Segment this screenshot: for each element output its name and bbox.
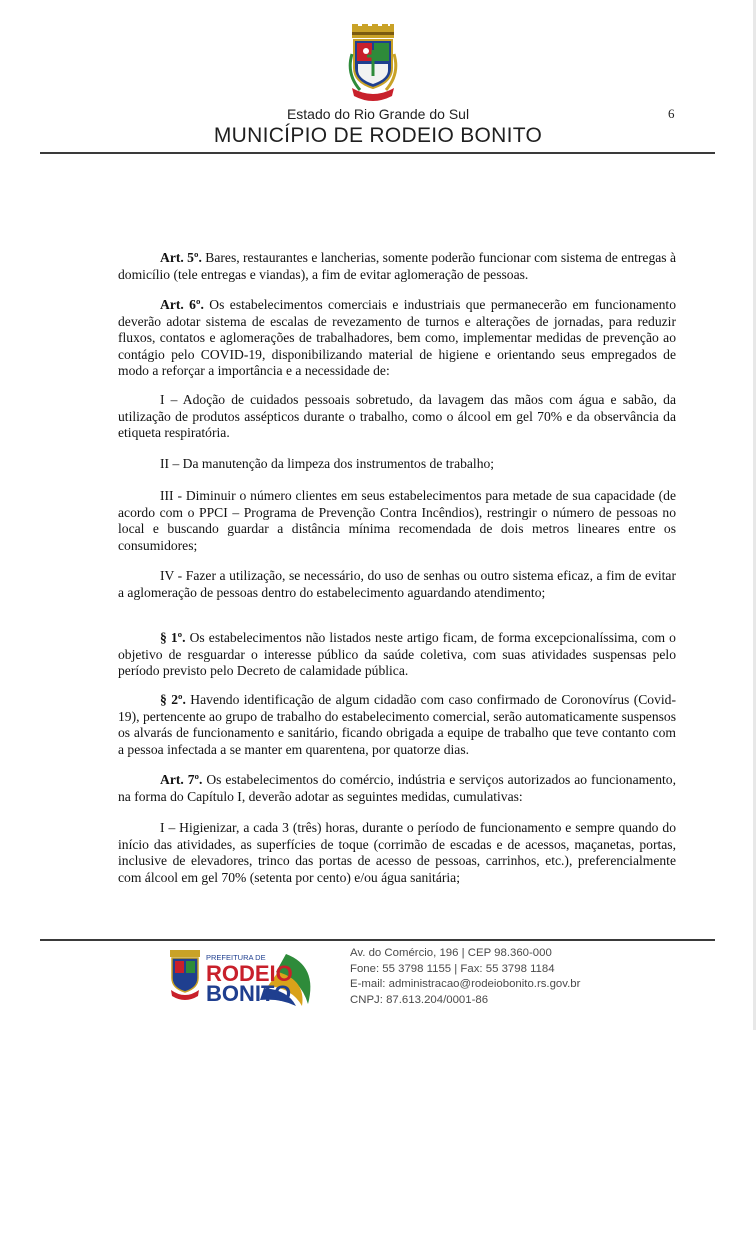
article-5-label: Art. 5º.: [160, 250, 202, 265]
article-7-text: Os estabelecimentos do comércio, indústria e serviços autorizados ao funcionamento, na forma do Capítulo I, deverão adotar as seguintes medidas, cumulativas:: [118, 772, 676, 804]
prefeitura-logo: [168, 948, 328, 1006]
paragraph-2: [118, 692, 676, 758]
article-6-item-4: IV - Fazer a utilização, se necessário, do uso de senhas ou outro sistema eficaz, a fim de evitar a aglomeração de pessoas dentro do estabelecimento aguardando atendimento;: [118, 568, 676, 600]
article-7: [118, 772, 676, 805]
article-6-item-3: III - Diminuir o número clientes em seus estabelecimentos para metade de sua capacidade (de acordo com o PPCI – Programa de Prevenção Contra Incêndios), restringir o número de pessoas no local e buscando guardar a distância mínima recomendada de dois metros lineares entre os consumidores;: [118, 488, 676, 553]
logo-prefeitura-text: PREFEITURA DE: [206, 953, 266, 962]
footer-phone: Fone: 55 3798 1155 | Fax: 55 3798 1184: [350, 962, 555, 975]
article-7-label: Art. 7º.: [160, 772, 203, 787]
logo-bonito-text: BONITO: [206, 981, 292, 1006]
article-5: [118, 250, 676, 283]
coat-of-arms-logo: [346, 24, 400, 104]
paragraph-1: [118, 630, 676, 680]
footer-contact-block: [350, 946, 580, 1008]
article-6: [118, 297, 676, 380]
article-6-label: Art. 6º.: [160, 297, 204, 312]
article-6-text: Os estabelecimentos comerciais e industriais que permanecerão em funcionamento deverão adotar sistema de escalas de revezamento de turnos e alterações de jornadas, para reduzir fluxos, contatos e aglomerações de trabalhadores, bem como, implementar medidas de prevenção ao contágio pelo COVID-19, disponibilizando material de higiene e orientando seus empregados de modo a reforçar a importância e a necessidade de:: [118, 297, 677, 378]
footer-divider: [40, 939, 715, 941]
paragraph-1-label: § 1º.: [160, 630, 186, 645]
footer-address: Av. do Comércio, 196 | CEP 98.360-000: [350, 947, 552, 959]
footer-cnpj: CNPJ: 87.613.204/0001-86: [350, 993, 489, 1006]
page-number: 6: [668, 106, 675, 121]
state-name: Estado do Rio Grande do Sul: [286, 106, 470, 122]
paragraph-2-label: § 2º.: [160, 692, 186, 707]
article-7-item-1: I – Higienizar, a cada 3 (três) horas, durante o período de funcionamento e sempre quando do início das atividades, as superfícies de toque (corrimão de escadas e de acessos, maçanetas, portas, inclusive de elevadores, trinco das portas de acesso de pessoas, carrinhos, etc.), preferencialmente com álcool em gel 70% (setenta por cento) e/ou água sanitária;: [118, 820, 676, 885]
paragraph-1-text: Os estabelecimentos não listados neste artigo ficam, de forma excepcionalíssima, com o objetivo de resguardar o interesse público da saúde coletiva, com suas atividades suspensas pelo período previsto pelo Decreto de calamidade pública.: [118, 630, 676, 678]
paragraph-2-text: Havendo identificação de algum cidadão com caso confirmado de Coronovírus (Covid-19), pertencente ao grupo de trabalho do estabelecimento comercial, serão automaticamente suspensos os alvarás de funcionamento e sanitário, ficando obrigada a equipe de trabalho que teve contanto com a pessoa infectada a se manter em quarentena, por quatorze dias.: [118, 692, 676, 757]
article-5-text: Bares, restaurantes e lancherias, somente poderão funcionar com sistema de entregas à domicílio (tele entregas e viandas), a fim de evitar aglomeração de pessoas.: [118, 250, 677, 282]
logo-rodeio-text: RODEIO: [206, 961, 293, 986]
municipality-title: MUNICÍPIO DE RODEIO BONITO: [213, 124, 543, 147]
article-6-item-1: I – Adoção de cuidados pessoais sobretudo, da lavagem das mãos com água e sabão, da utilização de produtos assépticos durante o trabalho, como o álcool em gel 70% e da observância da etiqueta respiratória.: [118, 392, 676, 440]
footer-email: E-mail: administracao@rodeiobonito.rs.gov.br: [350, 978, 581, 990]
article-6-item-2: II – Da manutenção da limpeza dos instrumentos de trabalho;: [160, 456, 495, 471]
header-divider: [40, 152, 715, 154]
